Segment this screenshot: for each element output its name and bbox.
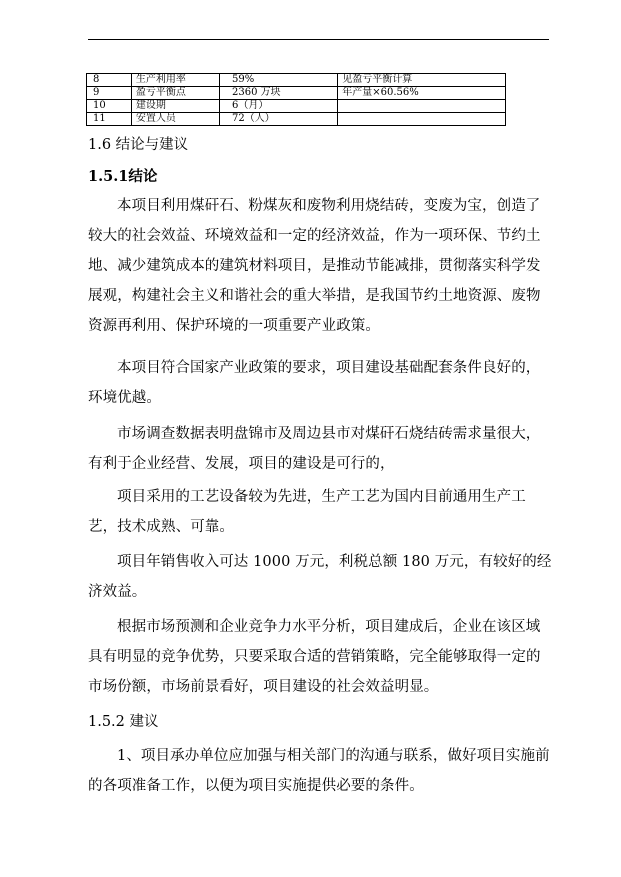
conclusion-paragraph: 本项目符合国家产业政策的要求，项目建设基础配套条件良好的，环境优越。 [88,360,541,406]
table-row [87,87,506,100]
table-row [87,74,506,87]
row-number: 8 [87,74,132,87]
row-note [338,100,506,113]
row-number: 11 [87,113,132,126]
row-note: 年产量×60.56% [338,87,506,100]
conclusion-paragraph: 市场调查数据表明盘锦市及周边县市对煤矸石烧结砖需求量很大，有利于企业经营、发展，项目的建设是可行的， [88,426,541,472]
subsection-title-suggestion: 1.5.2 建议 [88,714,159,730]
suggestion-paragraph: 1、项目承办单位应加强与相关部门的沟通与联系，做好项目实施前的各项准备工作，以便为项目实施提供必要的条件。 [88,748,550,794]
row-item-name: 建设期 [131,100,219,113]
row-value: 2360 万块 [220,87,338,100]
summary-table [86,73,506,126]
conclusion-paragraph: 项目年销售收入可达 1000 万元，利税总额 180 万元，有较好的经济效益。 [88,554,552,600]
table-row [87,100,506,113]
conclusion-paragraph: 本项目利用煤矸石、粉煤灰和废物利用烧结砖，变废为宝，创造了较大的社会效益、环境效益和一定的经济效益，作为一项环保、节约土地、减少建筑成本的建筑材料项目，是推动节能减排，贯彻落实科学发展观，构建社会主义和谐社会的重大举措，是我国节约土地资源、废物资源再利用、保护环境的一项重要产业政策。 [88,198,541,334]
row-value: 72（人） [220,113,338,126]
row-number: 10 [87,100,132,113]
subsection-title-conclusion: 1.5.1结论 [88,168,158,185]
row-item-name: 安置人员 [131,113,219,126]
section-title: 1.6 结论与建议 [88,137,189,153]
row-note [338,113,506,126]
conclusion-paragraph: 根据市场预测和企业竞争力水平分析，项目建成后，企业在该区域具有明显的竞争优势，只要采取合适的营销策略，完全能够取得一定的市场份额，市场前景看好，项目建设的社会效益明显。 [88,619,541,695]
row-value: 59% [220,74,338,87]
row-item-name: 盈亏平衡点 [131,87,219,100]
header-rule [88,39,549,40]
row-note: 见盈亏平衡计算 [338,74,506,87]
row-value: 6（月） [220,100,338,113]
conclusion-paragraph: 项目采用的工艺设备较为先进，生产工艺为国内目前通用生产工艺，技术成熟、可靠。 [88,489,526,535]
table-row [87,113,506,126]
row-item-name: 生产利用率 [131,74,219,87]
row-number: 9 [87,87,132,100]
